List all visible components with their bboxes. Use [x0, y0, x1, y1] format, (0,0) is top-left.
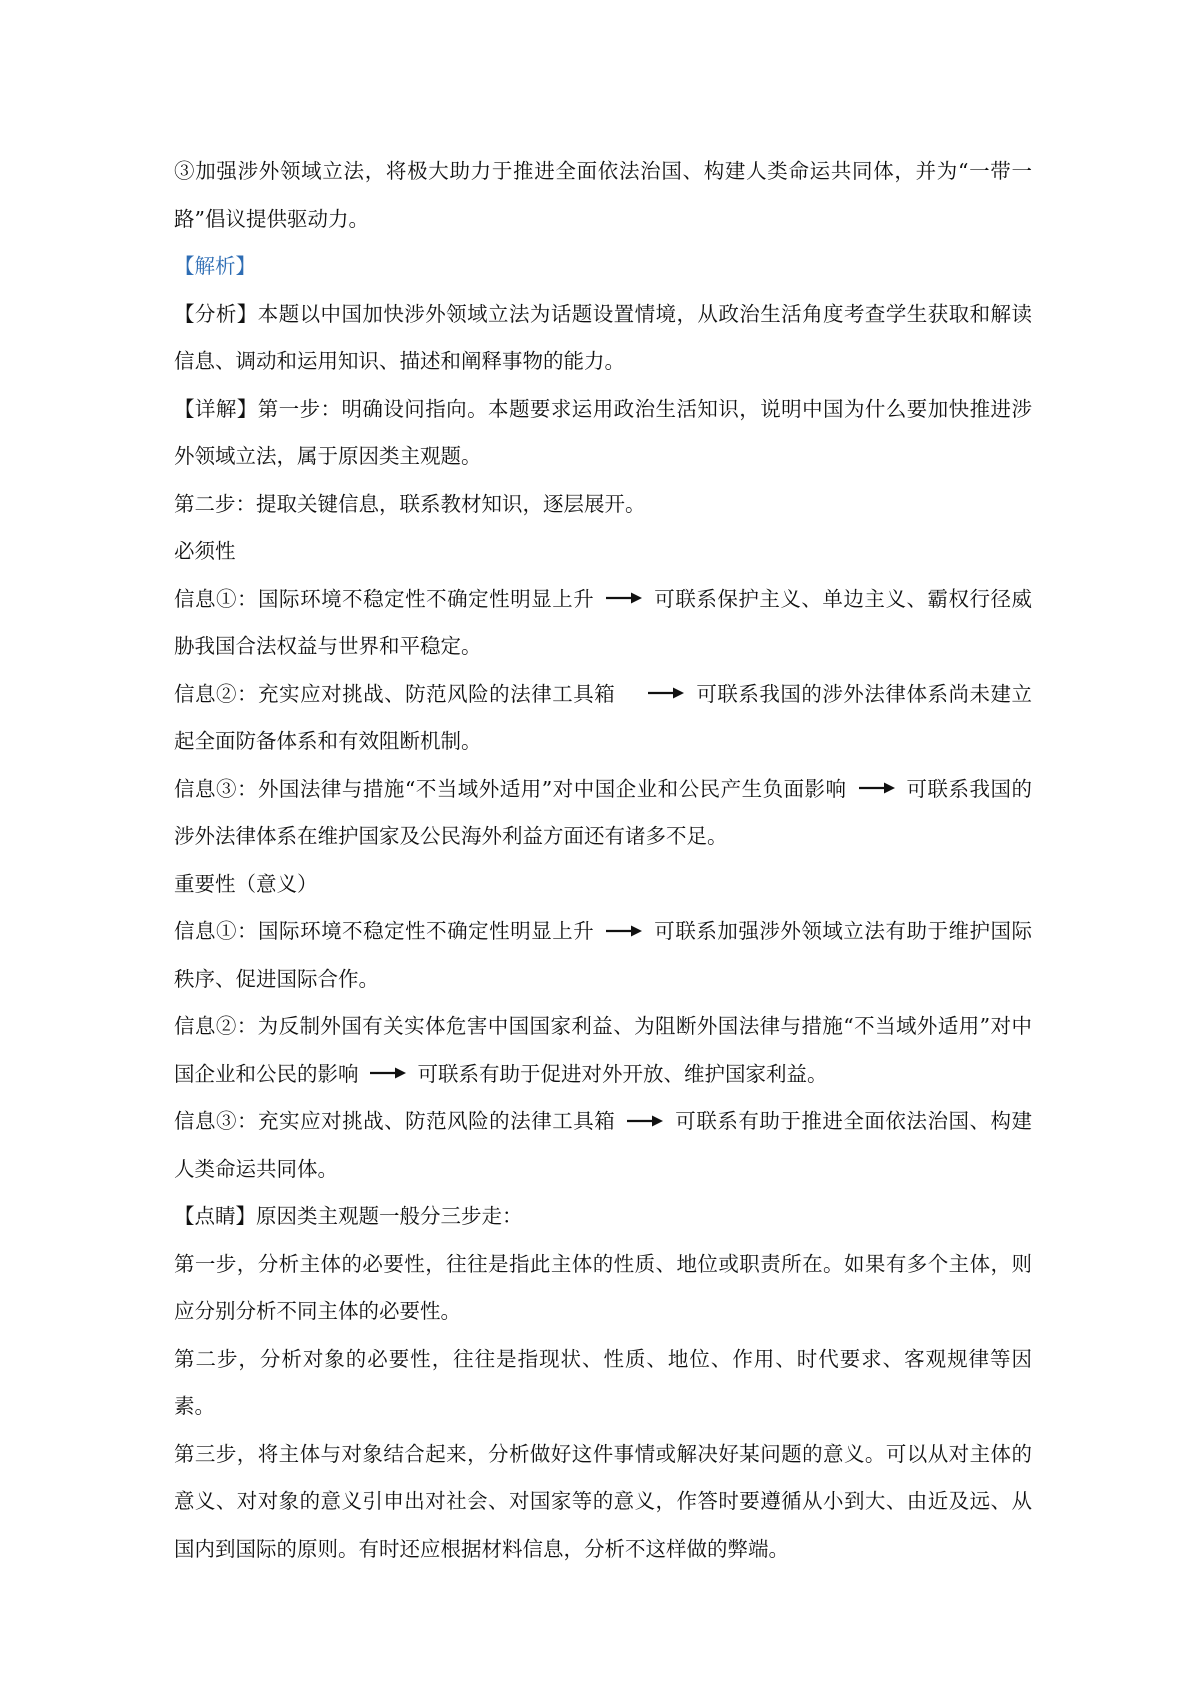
- right-arrow-icon: [369, 1065, 407, 1081]
- paragraph-text: 可联系我国的涉外法律体系尚未建立起全面防备体系和有效阻断机制。: [174, 681, 1033, 753]
- paragraph: [174, 291, 1032, 386]
- paragraph-text: 第三步，将主体与对象结合起来，分析做好这件事情或解决好某问题的意义。可以从对主体的意义、对对象的意义引申出对社会、对国家等的意义，作答时要遵循从小到大、由近及远、从国内到国际的原则。有时还应根据材料信息，分析不这样做的弊端。: [174, 1441, 1032, 1561]
- paragraph: [174, 1431, 1032, 1574]
- paragraph-text: 可联系保护主义、单边主义、霸权行径威胁我国合法权益与世界和平稳定。: [174, 586, 1033, 658]
- paragraph: [174, 908, 1032, 1003]
- section-heading: [174, 243, 1032, 291]
- paragraph-text: 第二步，分析对象的必要性，往往是指现状、性质、地位、作用、时代要求、客观规律等因素。: [174, 1346, 1032, 1418]
- paragraph-text: 可联系有助于促进对外开放、维护国家利益。: [411, 1061, 828, 1086]
- paragraph: [174, 481, 1032, 529]
- paragraph: [174, 1241, 1032, 1336]
- paragraph-text: 可联系加强涉外领域立法有助于维护国际秩序、促进国际合作。: [174, 919, 1033, 991]
- paragraph-text: 重要性（意义）: [174, 871, 318, 896]
- paragraph-text: ③加强涉外领域立法，将极大助力于推进全面依法治国、构建人类命运共同体，并为“一带一路”倡议提供驱动力。: [174, 159, 1032, 231]
- paragraph: [174, 1336, 1032, 1431]
- paragraph-text: 信息①：国际环境不稳定性不确定性明显上升: [174, 586, 602, 611]
- paragraph-text: 信息③：充实应对挑战、防范风险的法律工具箱: [174, 1109, 623, 1133]
- paragraph: [174, 528, 1032, 576]
- paragraph-text: 信息①：国际环境不稳定性不确定性明显上升: [174, 919, 602, 943]
- paragraph: [174, 148, 1032, 243]
- right-arrow-icon: [626, 1113, 664, 1129]
- paragraph: [174, 1193, 1032, 1241]
- paragraph-text: 【点睛】原因类主观题一般分三步走：: [174, 1204, 523, 1228]
- paragraph-text: 可联系我国的涉外法律体系在维护国家及公民海外利益方面还有诸多不足。: [174, 776, 1032, 848]
- paragraph: [174, 861, 1032, 909]
- paragraph: [174, 386, 1032, 481]
- paragraph: [174, 766, 1032, 861]
- right-arrow-icon: [605, 923, 643, 939]
- paragraph: [174, 1098, 1032, 1193]
- paragraph-text: 第一步，分析主体的必要性，往往是指此主体的性质、地位或职责所在。如果有多个主体，则应分别分析不同主体的必要性。: [174, 1251, 1032, 1323]
- paragraph: [174, 1003, 1032, 1098]
- paragraph-text: 【分析】本题以中国加快涉外领域立法为话题设置情境，从政治生活角度考查学生获取和解读信息、调动和运用知识、描述和阐释事物的能力。: [174, 301, 1032, 373]
- paragraph: [174, 671, 1032, 766]
- paragraph-text: 【解析】: [174, 254, 256, 278]
- paragraph-text: 信息②：为反制外国有关实体危害中国国家利益、为阻断外国法律与措施“不当域外适用”对中国企业和公民的影响: [174, 1014, 1032, 1086]
- paragraph-text: 信息②：充实应对挑战、防范风险的法律工具箱: [174, 681, 644, 706]
- right-arrow-icon: [605, 590, 643, 606]
- document-body: [174, 148, 1032, 1573]
- paragraph-text: 可联系有助于推进全面依法治国、构建人类命运共同体。: [174, 1109, 1033, 1181]
- paragraph-text: 信息③：外国法律与措施“不当域外适用”对中国企业和公民产生负面影响: [174, 776, 854, 801]
- paragraph-text: 【详解】第一步：明确设问指向。本题要求运用政治生活知识，说明中国为什么要加快推进涉外领域立法，属于原因类主观题。: [174, 396, 1032, 468]
- right-arrow-icon: [858, 780, 896, 796]
- paragraph-text: 第二步：提取关键信息，联系教材知识，逐层展开。: [174, 491, 646, 516]
- paragraph: [174, 576, 1032, 671]
- paragraph-text: 必须性: [174, 539, 236, 563]
- right-arrow-icon: [647, 685, 685, 701]
